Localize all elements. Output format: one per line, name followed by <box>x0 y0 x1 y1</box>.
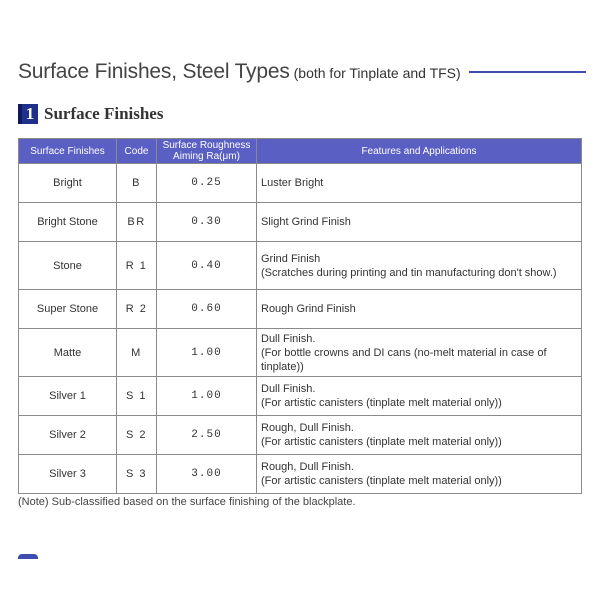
features-cell <box>257 164 582 203</box>
features-cell-text: Dull Finish. (For artistic canisters (tinplate melt material only)) <box>261 383 502 409</box>
features-cell-text: Rough, Dull Finish. (For artistic canisters (tinplate melt material only)) <box>261 422 502 448</box>
features-cell-text: Grind Finish (Scratches during printing and tin manufacturing don't show.) <box>261 252 557 279</box>
features-cell <box>257 455 582 494</box>
surface-finishes-table <box>18 138 582 494</box>
roughness-cell <box>157 290 257 329</box>
features-cell <box>257 377 582 416</box>
column-header-features: Features and Applications <box>257 139 582 164</box>
table-row <box>19 203 582 242</box>
page-subtitle: (both for Tinplate and TFS) <box>293 65 461 81</box>
roughness-cell <box>157 416 257 455</box>
table-row <box>19 242 582 290</box>
column-header-code: Code <box>117 139 157 164</box>
code-cell <box>117 242 157 290</box>
features-cell-text: Rough Grind Finish <box>261 303 356 315</box>
column-header-surface-roughness: Surface Roughness Aiming Ra(μm) <box>157 139 257 164</box>
features-cell <box>257 203 582 242</box>
code-cell-text: R 2 <box>125 303 148 315</box>
finish-cell-text: Bright <box>53 177 82 189</box>
roughness-cell-text: 2.50 <box>191 429 222 441</box>
roughness-cell-text: 3.00 <box>191 468 222 480</box>
table-row <box>19 377 582 416</box>
finish-cell <box>19 290 117 329</box>
table-header-row <box>19 139 582 164</box>
roughness-cell-text: 0.60 <box>191 303 222 315</box>
features-cell-text: Rough, Dull Finish. (For artistic canisters (tinplate melt material only)) <box>261 461 502 487</box>
features-cell-text: Luster Bright <box>261 177 324 189</box>
features-cell <box>257 242 582 290</box>
table-note: (Note) Sub-classified based on the surface finishing of the blackplate. <box>18 496 356 508</box>
code-cell <box>117 203 157 242</box>
roughness-cell <box>157 329 257 377</box>
finish-cell-text: Matte <box>53 346 82 359</box>
features-cell <box>257 329 582 377</box>
roughness-cell-text: 1.00 <box>191 390 222 402</box>
code-cell-text: BR <box>127 216 146 228</box>
table-row <box>19 416 582 455</box>
finish-cell <box>19 242 117 290</box>
code-cell-text: S 2 <box>125 429 147 441</box>
code-cell-text: B <box>132 177 141 189</box>
table-row <box>19 455 582 494</box>
roughness-cell-text: 0.40 <box>191 259 222 272</box>
finish-cell-text: Silver 3 <box>49 468 86 480</box>
finish-cell <box>19 329 117 377</box>
features-cell <box>257 416 582 455</box>
finish-cell <box>19 203 117 242</box>
section-heading <box>18 104 163 124</box>
roughness-cell <box>157 164 257 203</box>
finish-cell-text: Bright Stone <box>37 216 98 228</box>
finish-cell <box>19 377 117 416</box>
code-cell-text: S 1 <box>125 390 147 402</box>
section-title: Surface Finishes <box>44 104 164 123</box>
code-cell <box>117 455 157 494</box>
page-title: Surface Finishes, Steel Types <box>18 60 290 83</box>
table-row <box>19 290 582 329</box>
table-row <box>19 329 582 377</box>
roughness-cell-text: 0.30 <box>191 216 222 228</box>
finish-cell-text: Silver 2 <box>49 429 86 441</box>
roughness-cell <box>157 203 257 242</box>
page-header <box>18 60 586 84</box>
roughness-cell-text: 1.00 <box>191 346 222 359</box>
finish-cell-text: Silver 1 <box>49 390 86 402</box>
title-rule <box>469 71 586 73</box>
next-section-marker <box>18 554 38 559</box>
column-header-surface-finishes: Surface Finishes <box>19 139 117 164</box>
section-number-badge: 1 <box>18 104 38 124</box>
roughness-cell-text: 0.25 <box>191 177 222 189</box>
table-row <box>19 164 582 203</box>
finish-cell-text: Stone <box>53 259 82 272</box>
finish-cell <box>19 416 117 455</box>
code-cell <box>117 416 157 455</box>
roughness-cell <box>157 455 257 494</box>
code-cell <box>117 329 157 377</box>
finish-cell <box>19 455 117 494</box>
roughness-cell <box>157 242 257 290</box>
features-cell-text: Dull Finish. (For bottle crowns and DI cans (no-melt material in case of tinplate)) <box>261 332 547 373</box>
code-cell <box>117 164 157 203</box>
code-cell <box>117 377 157 416</box>
code-cell-text: S 3 <box>125 468 147 480</box>
finish-cell <box>19 164 117 203</box>
code-cell <box>117 290 157 329</box>
features-cell-text: Slight Grind Finish <box>261 216 351 228</box>
finish-cell-text: Super Stone <box>36 303 99 315</box>
code-cell-text: R 1 <box>125 259 148 272</box>
features-cell <box>257 290 582 329</box>
roughness-cell <box>157 377 257 416</box>
code-cell-text: M <box>131 346 142 359</box>
